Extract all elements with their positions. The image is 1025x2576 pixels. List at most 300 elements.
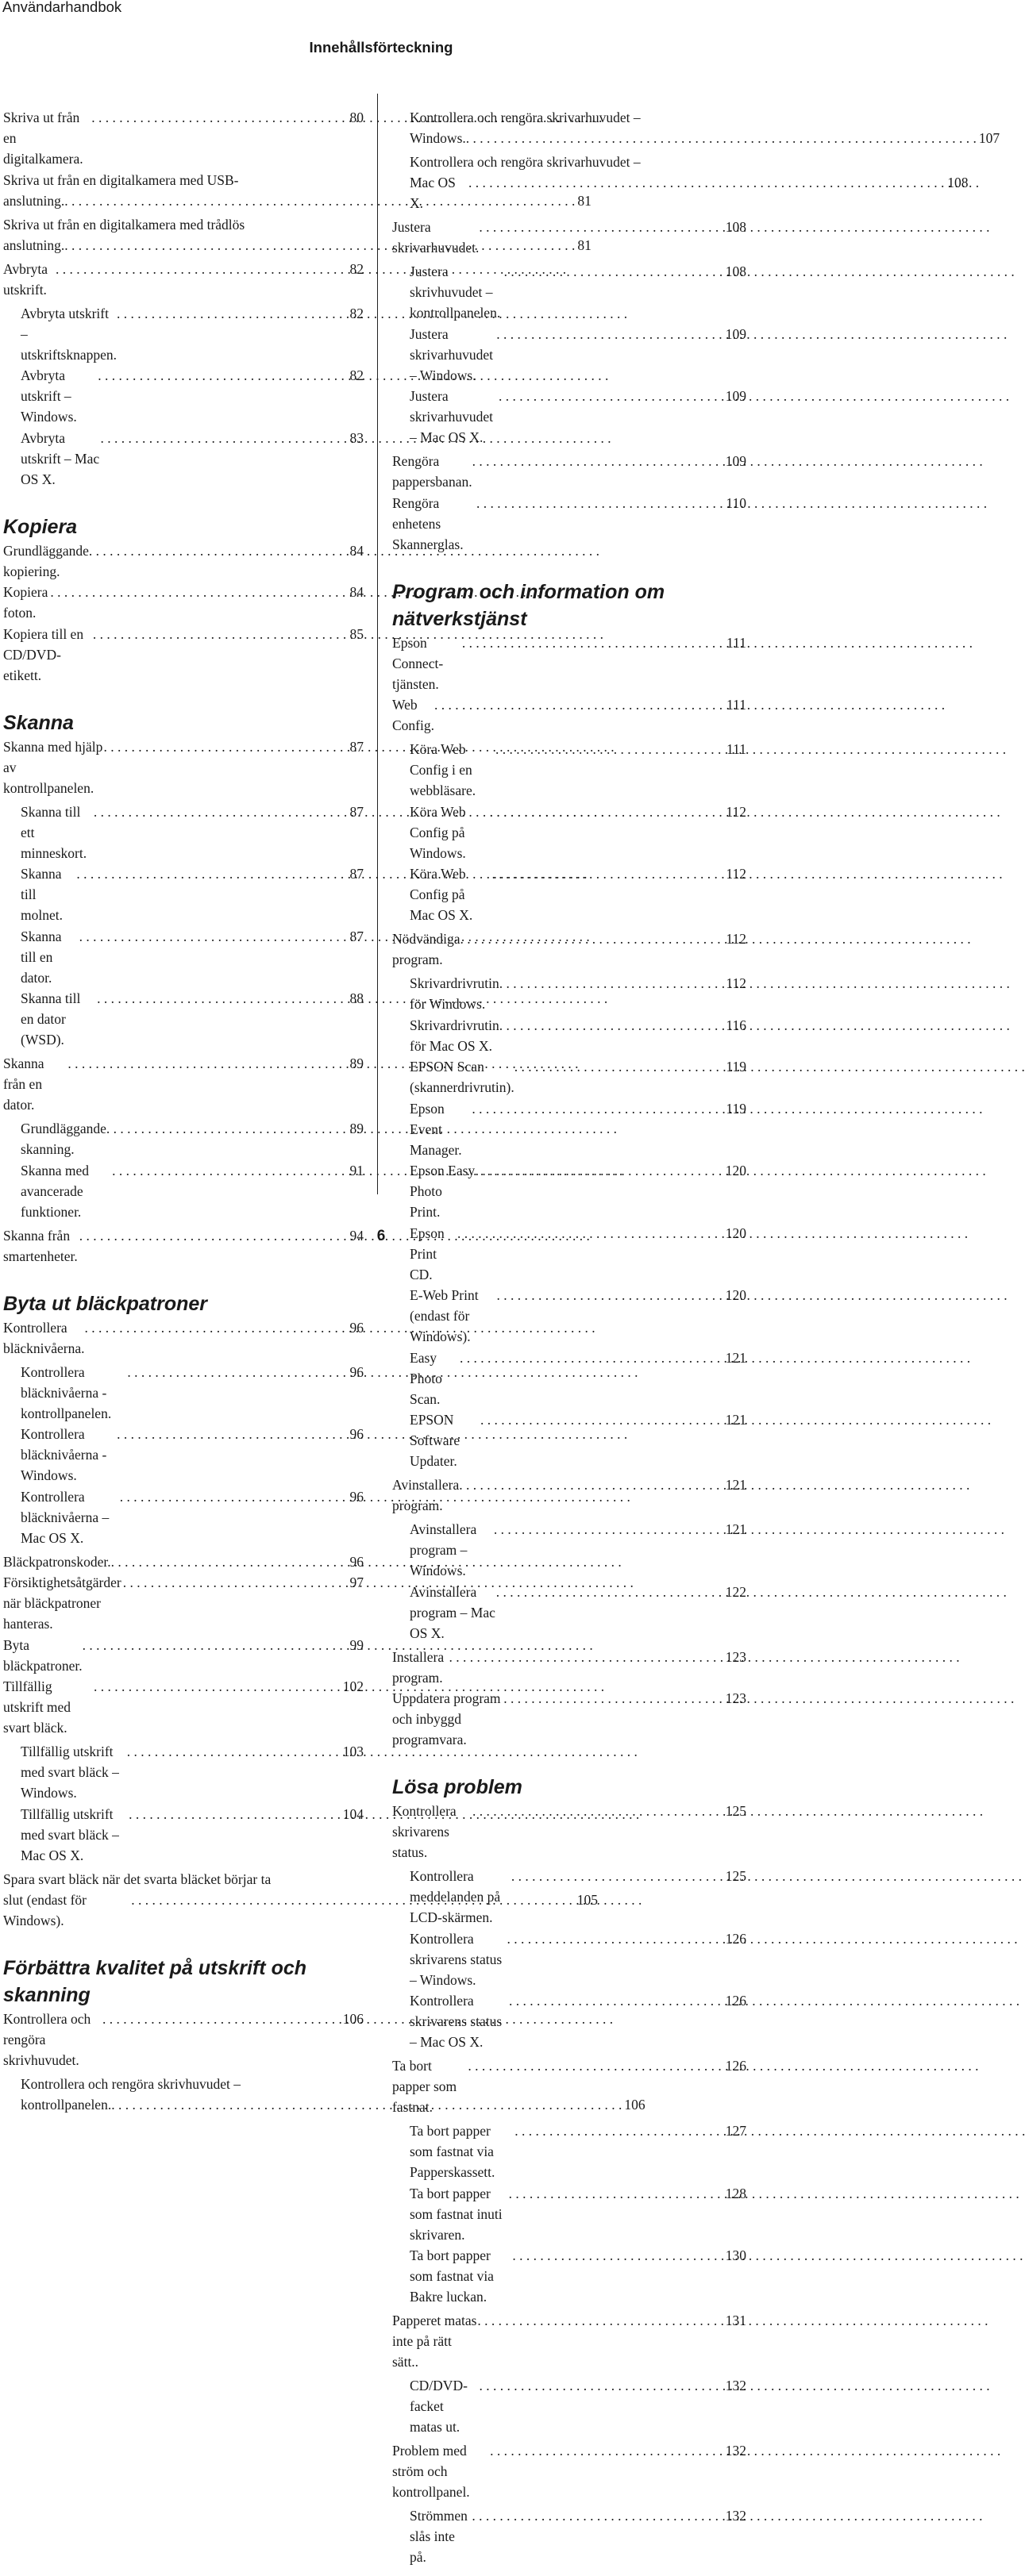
- toc-entry-text: Grundläggande skanning.: [21, 1121, 106, 1157]
- toc-entry-text: Skanna till ett minneskort.: [21, 803, 87, 861]
- toc-entry[interactable]: [3, 1486, 364, 1548]
- toc-page-number: 130: [725, 2247, 746, 2263]
- toc-entry[interactable]: [392, 152, 969, 213]
- toc-entry[interactable]: [3, 736, 364, 798]
- toc-page-number: 132: [725, 2508, 746, 2524]
- toc-entry[interactable]: [392, 1866, 746, 1928]
- dot-leader: [480, 1409, 723, 1430]
- toc-section: [3, 709, 364, 1267]
- toc-page-number: 106: [342, 2010, 364, 2027]
- toc-page-number: 97: [349, 1574, 364, 1590]
- toc-section: [3, 513, 364, 686]
- toc-title: Innehållsförteckning: [309, 39, 453, 56]
- dot-leader: [449, 1647, 723, 1667]
- toc-entry-text: Kontrollera bläcknivåerna - Windows.: [21, 1426, 107, 1483]
- toc-entry-text: Bläckpatronskoder.: [3, 1553, 111, 1570]
- toc-page-number: 132: [725, 2443, 746, 2459]
- toc-page-number: 123: [725, 1648, 746, 1665]
- dot-leader: [479, 217, 723, 237]
- dot-leader: [472, 1801, 723, 1821]
- dot-leader: [94, 802, 348, 822]
- toc-entry-text: Justera skrivarhuvudet.: [392, 219, 480, 256]
- dot-leader: [514, 2120, 723, 2141]
- toc-entry-text: Kontrollera skrivarens status – Mac OS X.: [410, 1993, 503, 2050]
- toc-entry-text: Skanna från en dator.: [3, 1055, 44, 1113]
- toc-entry[interactable]: [392, 1801, 746, 1863]
- toc-entry[interactable]: [3, 107, 364, 169]
- dot-leader: [499, 386, 723, 406]
- dot-leader: [106, 1118, 348, 1139]
- toc-entry-text: Kontrollera bläcknivåerna – Mac OS X.: [21, 1488, 110, 1546]
- toc-entry-text: CD/DVD-facket matas ut.: [410, 2378, 468, 2435]
- toc-entry-text: Strömmen slås inte på.: [410, 2508, 468, 2565]
- toc-page-number: 82: [349, 367, 364, 383]
- toc-entry[interactable]: [392, 1409, 746, 1471]
- section-heading[interactable]: Kopiera: [3, 515, 78, 538]
- toc-page-number: 88: [349, 990, 364, 1006]
- toc-entry-text: Justera skrivhuvudet – kontrollpanelen.: [410, 263, 501, 321]
- dot-leader: [472, 2505, 723, 2526]
- toc-entry-text: Kontrollera skrivarens status – Windows.: [410, 1930, 503, 1988]
- dot-leader: [468, 2055, 723, 2076]
- toc-page-number: 102: [342, 1678, 364, 1694]
- dot-leader: [490, 2440, 723, 2461]
- dot-leader: [93, 624, 348, 644]
- toc-entry[interactable]: [392, 1056, 746, 1098]
- toc-entry[interactable]: [3, 1804, 364, 1866]
- dot-leader: [120, 1486, 348, 1507]
- toc-page-number: 82: [349, 260, 364, 277]
- toc-entry[interactable]: [392, 107, 1000, 148]
- toc-entry-text: Avbryta utskrift – utskriftsknappen.: [21, 305, 118, 363]
- toc-entry[interactable]: [3, 1635, 364, 1676]
- toc-entry-line: Kontrollera och rengöra skrivarhuvudet –: [410, 154, 641, 170]
- toc-entry-text: Justera skrivarhuvudet – Windows.: [410, 325, 493, 383]
- toc-page-number: 112: [726, 931, 746, 947]
- toc-right-column: [392, 107, 1000, 2576]
- toc-entry[interactable]: [392, 1285, 746, 1347]
- dot-leader: [499, 1015, 724, 1036]
- toc-entry-text: Försiktighetsåtgärder när bläckpatroner hanteras.: [3, 1574, 121, 1632]
- toc-entry-text: Rengöra pappersbanan.: [392, 453, 472, 490]
- dot-leader: [476, 493, 723, 513]
- toc-entry[interactable]: [392, 2245, 746, 2307]
- dot-leader: [91, 107, 347, 128]
- toc-entry-line: anslutning.: [3, 236, 65, 253]
- dot-leader: [472, 451, 723, 471]
- dot-leader: [103, 736, 347, 757]
- dot-leader: [459, 1474, 723, 1495]
- toc-page-number: 108: [725, 219, 746, 235]
- dot-leader: [460, 1348, 723, 1368]
- toc-page-number: 103: [342, 1744, 364, 1759]
- toc-entry[interactable]: [3, 1160, 364, 1222]
- toc-entry-text: Kopiera till en CD/DVD-etikett.: [3, 625, 84, 683]
- dot-leader: [127, 1362, 347, 1382]
- dot-leader: [94, 1676, 341, 1697]
- dot-leader: [511, 1866, 723, 1886]
- toc-entry[interactable]: [392, 929, 746, 970]
- toc-entry-text: Uppdatera program och inbyggd programvara.: [392, 1690, 501, 1747]
- toc-entry-line: anslutning.: [3, 192, 65, 209]
- toc-entry-text: Tillfällig utskrift med svart bläck.: [3, 1678, 71, 1736]
- toc-entry[interactable]: [392, 863, 746, 925]
- toc-entry[interactable]: [392, 739, 746, 801]
- toc-entry[interactable]: [392, 1990, 746, 2052]
- dot-leader: [503, 1688, 723, 1709]
- toc-page-number: 107: [978, 130, 1000, 146]
- toc-entry[interactable]: [392, 451, 746, 492]
- toc-entry[interactable]: [392, 1015, 746, 1056]
- toc-entry-text: Skrivardrivrutin för Mac OS X.: [410, 1017, 499, 1054]
- toc-entry[interactable]: [392, 2440, 746, 2502]
- toc-entry-text: Ta bort papper som fastnat via Bakre luckan.: [410, 2247, 494, 2305]
- toc-page-number: 131: [725, 2313, 746, 2328]
- toc-entry-text: E-Web Print (endast för Windows).: [410, 1287, 479, 1344]
- dot-leader: [129, 1804, 341, 1824]
- toc-entry[interactable]: [3, 1572, 364, 1634]
- dot-leader: [117, 303, 347, 324]
- toc-page-number: 82: [349, 305, 364, 321]
- toc-entry[interactable]: [3, 1053, 364, 1115]
- dot-leader: [434, 694, 724, 715]
- toc-page-number: 120: [725, 1163, 746, 1178]
- toc-entry-text: Installera program.: [392, 1648, 445, 1686]
- toc-entry-text: EPSON Scan (skannerdrivrutin).: [410, 1059, 514, 1095]
- toc-page-number: 83: [349, 429, 364, 446]
- dot-leader: [111, 1551, 348, 1572]
- toc-entry-text: Papperet matas inte på rätt sätt..: [392, 2313, 477, 2370]
- toc-entry-text: Avbryta utskrift – Windows.: [21, 367, 77, 425]
- dot-leader: [504, 261, 723, 282]
- dot-leader: [460, 929, 724, 949]
- toc-page-number: 87: [349, 738, 364, 755]
- dot-leader: [495, 739, 724, 759]
- toc-page-number: 106: [624, 2096, 645, 2113]
- toc-entry[interactable]: [3, 1551, 364, 1572]
- toc-page-number: 81: [577, 192, 591, 209]
- toc-entry-text: Avinstallera program – Windows.: [410, 1521, 477, 1578]
- toc-entry[interactable]: [392, 2120, 746, 2182]
- dot-leader: [492, 863, 724, 884]
- toc-page-number: 126: [725, 1930, 746, 1947]
- dot-leader: [496, 1582, 723, 1602]
- toc-entry-text: Justera skrivarhuvudet – Mac OS X.: [410, 388, 493, 445]
- toc-entry[interactable]: [3, 988, 364, 1050]
- toc-entry-line: slut (endast för Windows).: [3, 1891, 87, 1928]
- toc-page-number: 125: [725, 1803, 746, 1819]
- toc-entry-text: Köra Web Config i en webbläsare.: [410, 741, 476, 798]
- dot-leader: [476, 1160, 723, 1181]
- toc-page-number: 96: [349, 1363, 364, 1380]
- toc-entry[interactable]: [3, 926, 364, 988]
- toc-entry-text: Skanna till molnet.: [21, 866, 63, 923]
- toc-page-number: 132: [725, 2378, 746, 2393]
- toc-page-number: 121: [725, 1412, 746, 1428]
- toc-entry-text: Avinstallera program – Mac OS X.: [410, 1583, 495, 1641]
- toc-entry-text: Skanna med avancerade funktioner.: [21, 1162, 90, 1220]
- dot-leader: [497, 1285, 723, 1305]
- dot-leader: [468, 172, 945, 193]
- toc-page-number: 87: [349, 866, 364, 882]
- toc-entry-text: Grundläggande kopiering.: [3, 542, 89, 579]
- toc-entry[interactable]: [392, 2310, 746, 2372]
- toc-page-number: 84: [349, 584, 364, 600]
- toc-page-number: 108: [725, 263, 746, 279]
- toc-page-number: 127: [725, 2123, 746, 2139]
- toc-entry-text: Kontrollera bläcknivåerna - kontrollpanelen.: [21, 1363, 112, 1421]
- dot-leader: [100, 428, 347, 448]
- dot-leader: [50, 582, 347, 602]
- dot-leader: [466, 128, 977, 148]
- toc-entry-text: Avbryta utskrift – Mac OS X.: [21, 429, 100, 487]
- toc-entry-text: Tillfällig utskrift med svart bläck – Mac OS X.: [21, 1805, 119, 1863]
- toc-entry-text: [410, 152, 968, 213]
- toc-entry[interactable]: [392, 2505, 746, 2567]
- toc-entry-line: Spara svart bläck när det svarta bläcket börjar ta: [3, 1870, 272, 1887]
- toc-page-number: 105: [576, 1891, 598, 1908]
- dot-leader: [477, 2310, 723, 2331]
- toc-page-number: 123: [725, 1690, 746, 1706]
- toc-entry[interactable]: [392, 217, 746, 258]
- toc-entry[interactable]: [392, 1348, 746, 1409]
- dot-leader: [123, 1572, 348, 1593]
- toc-entry-text: Skanna till en dator (WSD).: [21, 990, 81, 1048]
- section-heading[interactable]: Förbättra kvalitet på utskrift och skanning: [3, 1956, 307, 2006]
- toc-entry-text: Ta bort papper som fastnat via Papperskassett.: [410, 2123, 495, 2180]
- toc-entry-line: kontrollpanelen.: [21, 2096, 112, 2113]
- toc-entry[interactable]: [392, 386, 746, 448]
- toc-entry-line: Kontrollera och rengöra skrivarhuvudet –: [410, 110, 641, 125]
- dot-leader: [76, 863, 347, 884]
- toc-entry-text: Skanna från smartenheter.: [3, 1227, 78, 1264]
- toc-page-number: 125: [725, 1868, 746, 1884]
- toc-entry[interactable]: [392, 1647, 746, 1688]
- toc-entry-text: Ta bort papper som fastnat.: [392, 2058, 457, 2115]
- dot-leader: [112, 1160, 347, 1181]
- toc-entry-text: Easy Photo Scan.: [410, 1349, 442, 1407]
- toc-page-number: 121: [725, 1477, 746, 1493]
- dot-leader: [83, 1635, 348, 1655]
- toc-entry-text: Kontrollera skrivarens status.: [392, 1803, 457, 1860]
- toc-page-number: 126: [725, 1993, 746, 2009]
- toc-entry-line: Windows.: [410, 130, 466, 146]
- dot-leader: [462, 632, 724, 653]
- toc-entry[interactable]: [3, 1362, 364, 1424]
- toc-entry[interactable]: [3, 1424, 364, 1486]
- manual-title: Användarhandbok: [2, 0, 122, 15]
- dot-leader: [509, 1990, 723, 2011]
- dot-leader: [514, 1056, 724, 1077]
- toc-entry-text: Epson Connect-tjänsten.: [392, 634, 444, 692]
- toc-page-number: 120: [725, 1287, 746, 1303]
- dot-leader: [496, 324, 723, 344]
- toc-entry[interactable]: [392, 1688, 746, 1750]
- toc-entry[interactable]: [392, 694, 746, 736]
- toc-page-number: 126: [725, 2058, 746, 2074]
- dot-leader: [507, 1928, 723, 1949]
- toc-entry-text: Epson Easy Photo Print.: [410, 1163, 476, 1220]
- toc-entry[interactable]: [392, 1098, 746, 1160]
- toc-entry[interactable]: [3, 303, 364, 365]
- toc-entry-text: Skriva ut från en digitalkamera.: [3, 110, 83, 167]
- toc-entry[interactable]: [392, 2183, 746, 2245]
- toc-page-number: 84: [349, 542, 364, 559]
- section-heading[interactable]: Lösa problem: [392, 1776, 522, 1798]
- dot-leader: [56, 259, 348, 279]
- toc-page-number: 89: [349, 1121, 364, 1136]
- toc-entry[interactable]: [3, 802, 364, 863]
- toc-page-number: 89: [349, 1055, 364, 1071]
- toc-entry[interactable]: [392, 2375, 746, 2437]
- toc-section: [392, 107, 1000, 555]
- toc-page-number: 119: [726, 1100, 746, 1117]
- toc-section: [392, 579, 746, 1751]
- toc-page-number: 121: [725, 1349, 746, 1366]
- dot-leader: [512, 2245, 723, 2266]
- toc-entry-line: Kontrollera och rengöra skrivhuvudet –: [21, 2075, 241, 2092]
- toc-page-number: 94: [349, 1227, 364, 1244]
- toc-page-number: 91: [349, 1162, 364, 1178]
- toc-entry-line: Mac OS X.: [410, 175, 456, 211]
- toc-page-number: 96: [349, 1426, 364, 1442]
- column-divider: [377, 94, 378, 1194]
- toc-entry[interactable]: [3, 1741, 364, 1803]
- toc-page-number: 81: [577, 236, 591, 253]
- toc-entry[interactable]: [392, 802, 746, 863]
- toc-entry[interactable]: [392, 493, 746, 555]
- toc-entry-text: Problem med ström och kontrollpanel.: [392, 2443, 470, 2500]
- toc-entry[interactable]: [3, 1676, 364, 1738]
- toc-page-number: 96: [349, 1553, 364, 1570]
- toc-entry-text: Byta bläckpatroner.: [3, 1636, 83, 1674]
- toc-entry-line: Skriva ut från en digitalkamera med trådlös: [3, 216, 245, 233]
- toc-page-number: 111: [726, 634, 746, 651]
- toc-page-number: 120: [725, 1225, 746, 1241]
- dot-leader: [117, 1424, 347, 1444]
- toc-page-number: 85: [349, 625, 364, 642]
- toc-entry[interactable]: [3, 582, 364, 623]
- toc-page-number: 112: [726, 803, 746, 820]
- toc-entry[interactable]: [392, 324, 746, 386]
- toc-page-number: 122: [725, 1583, 746, 1600]
- toc-entry[interactable]: [3, 365, 364, 427]
- toc-entry[interactable]: [392, 2055, 746, 2117]
- toc-entry-text: Köra Web Config på Windows.: [410, 803, 466, 861]
- toc-entry-text: Kontrollera bläcknivåerna.: [3, 1319, 85, 1356]
- toc-page-number: 96: [349, 1319, 364, 1336]
- toc-entry-text: Kontrollera och rengöra skrivhuvudet.: [3, 2010, 91, 2068]
- toc-entry-text: EPSON Software Updater.: [410, 1412, 460, 1469]
- toc-entry-text: Kopiera foton.: [3, 584, 48, 621]
- dot-leader: [509, 2183, 723, 2204]
- toc-page-number: 109: [725, 388, 746, 404]
- toc-entry[interactable]: [3, 863, 364, 925]
- toc-entry[interactable]: [392, 261, 746, 323]
- dot-leader: [79, 926, 348, 947]
- toc-entry-text: Tillfällig utskrift med svart bläck – Windows.: [21, 1744, 119, 1801]
- toc-entry[interactable]: [3, 2009, 364, 2070]
- dot-leader: [85, 1317, 348, 1338]
- section-heading[interactable]: Skanna: [3, 711, 74, 734]
- toc-entry[interactable]: [392, 1582, 746, 1644]
- dot-leader: [499, 973, 724, 994]
- toc-page-number: 116: [726, 1017, 746, 1033]
- toc-entry-text: Avinstallera program.: [392, 1477, 460, 1513]
- toc-entry-text: Skrivardrivrutin för Windows.: [410, 975, 499, 1012]
- dot-leader: [490, 802, 724, 822]
- toc-page-number: 111: [726, 741, 746, 757]
- section-heading[interactable]: Byta ut bläckpatroner: [3, 1292, 208, 1315]
- toc-page-number: 87: [349, 803, 364, 820]
- toc-entry-text: Kontrollera meddelanden på LCD-skärmen.: [410, 1868, 501, 1925]
- toc-entry-text: [410, 107, 1000, 148]
- toc-page-number: 112: [726, 866, 746, 882]
- dot-leader: [102, 2009, 341, 2029]
- toc-entry-line: Skriva ut från en digitalkamera med USB-: [3, 171, 239, 188]
- toc-entry[interactable]: [392, 1519, 746, 1581]
- toc-entry-text: Epson Event Manager.: [410, 1100, 462, 1158]
- dot-leader: [472, 1098, 723, 1119]
- toc-entry-text: Rengöra enhetens Skannerglas.: [392, 494, 464, 552]
- page-number: 6: [376, 1228, 386, 1244]
- toc-entry[interactable]: [3, 624, 364, 686]
- toc-entry[interactable]: [3, 1118, 364, 1159]
- toc-section: [392, 1774, 746, 2567]
- dot-leader: [67, 1053, 347, 1074]
- toc-entry[interactable]: [392, 632, 746, 694]
- section-heading[interactable]: Program och information om nätverkstjänst: [392, 580, 665, 630]
- toc-page-number: 109: [725, 453, 746, 469]
- toc-entry[interactable]: [3, 540, 364, 582]
- toc-entry[interactable]: [392, 973, 746, 1014]
- toc-page-number: 128: [725, 2185, 746, 2201]
- toc-page-number: 80: [349, 110, 364, 125]
- toc-entry[interactable]: [3, 1317, 364, 1359]
- toc-entry[interactable]: [3, 259, 364, 300]
- dot-leader: [98, 365, 347, 386]
- toc-page-number: 112: [726, 975, 746, 991]
- toc-page-number: 110: [726, 494, 746, 511]
- dot-leader: [127, 1741, 341, 1762]
- dot-leader: [97, 988, 347, 1009]
- toc-entry-text: Nödvändiga program.: [392, 931, 460, 967]
- toc-entry-text: Köra Web Config på Mac OS X.: [410, 866, 473, 923]
- toc-page-number: 96: [349, 1488, 364, 1505]
- toc-page-number: 119: [726, 1059, 746, 1075]
- toc-entry-text: Avbryta utskrift.: [3, 260, 48, 298]
- toc-page-number: 109: [725, 325, 746, 342]
- toc-page-number: 104: [342, 1805, 364, 1822]
- toc-entry-text: Ta bort papper som fastnat inuti skrivaren.: [410, 2185, 503, 2243]
- toc-page-number: 108: [947, 175, 969, 190]
- toc-entry-text: Skanna med hjälp av kontrollpanelen.: [3, 738, 103, 796]
- toc-page-number: 121: [725, 1521, 746, 1537]
- toc-entry[interactable]: [3, 428, 364, 490]
- dot-leader: [480, 2375, 723, 2396]
- toc-entry[interactable]: [392, 1160, 746, 1222]
- toc-page-number: 87: [349, 928, 364, 944]
- toc-entry[interactable]: [392, 1928, 746, 1990]
- toc-entry-text: Skanna till en dator.: [21, 928, 62, 986]
- toc-page-number: 99: [349, 1636, 364, 1653]
- toc-entry-text: Web Config.: [392, 697, 434, 733]
- toc-page-number: 111: [726, 697, 746, 713]
- dot-leader: [89, 540, 348, 561]
- dot-leader: [494, 1519, 723, 1540]
- toc-entry-text: Epson Print CD.: [410, 1225, 445, 1282]
- toc-entry[interactable]: [392, 1474, 746, 1516]
